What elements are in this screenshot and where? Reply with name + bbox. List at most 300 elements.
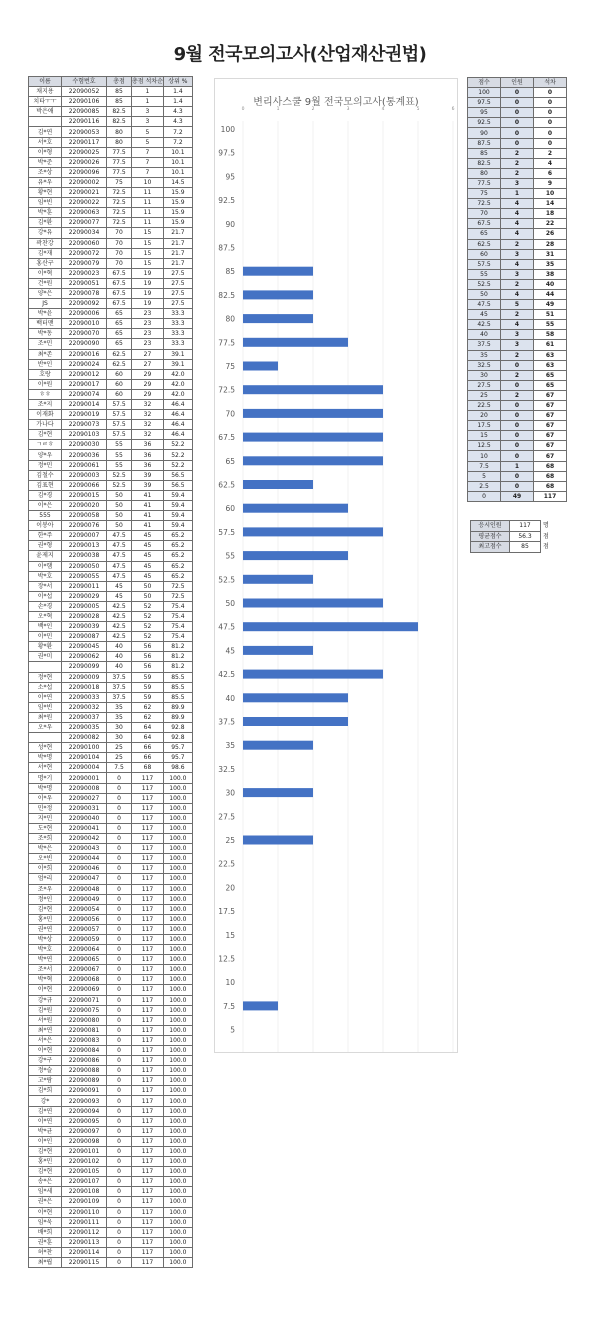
table-row — [29, 783, 193, 793]
y-tick-label: 27.5 — [218, 812, 235, 822]
bar — [243, 527, 383, 536]
percentile-cell: 95.7 — [163, 753, 192, 763]
score-cell: 0 — [107, 793, 132, 803]
rank-cell: 117 — [132, 1217, 164, 1227]
summary-label: 응시인원 — [471, 521, 510, 532]
rank-cell: 52 — [132, 611, 164, 621]
score-cell: 60 — [107, 379, 132, 389]
count-cell: 4 — [501, 289, 534, 299]
name-cell: 권*미 — [29, 652, 62, 662]
table-row — [29, 1257, 193, 1267]
bar — [243, 385, 383, 394]
percentile-cell: 85.5 — [163, 692, 192, 702]
table-row — [468, 330, 567, 340]
exam-id-cell: 22090109 — [62, 1197, 107, 1207]
bar — [243, 480, 313, 489]
exam-id-cell: 22090005 — [62, 601, 107, 611]
exam-id-cell: 22090107 — [62, 1177, 107, 1187]
exam-id-cell: 22090072 — [62, 248, 107, 258]
name-cell: 서*현 — [29, 763, 62, 773]
table-row — [29, 87, 193, 97]
name-cell: 권*은 — [29, 1197, 62, 1207]
score-bin-cell: 15 — [468, 431, 501, 441]
y-tick-label: 5 — [230, 1025, 235, 1035]
percentile-cell: 15.9 — [163, 188, 192, 198]
score-cell: 37.5 — [107, 672, 132, 682]
y-tick-label: 37.5 — [218, 717, 235, 727]
cumulative-rank-cell: 68 — [534, 481, 567, 491]
exam-id-cell: 22090018 — [62, 682, 107, 692]
table-row — [29, 359, 193, 369]
name-cell: 조*상 — [29, 167, 62, 177]
name-cell: 이*햄 — [29, 561, 62, 571]
percentile-cell: 81.2 — [163, 642, 192, 652]
column-header: 이름 — [29, 77, 62, 87]
rank-cell: 117 — [132, 1126, 164, 1136]
count-cell: 2 — [501, 168, 534, 178]
score-cell: 0 — [107, 1136, 132, 1146]
score-bin-cell: 35 — [468, 350, 501, 360]
name-cell: 박*혁 — [29, 975, 62, 985]
count-cell: 0 — [501, 471, 534, 481]
score-bin-cell: 37.5 — [468, 340, 501, 350]
table-row — [29, 904, 193, 914]
score-cell: 52.5 — [107, 470, 132, 480]
score-cell: 85 — [107, 87, 132, 97]
score-cell: 70 — [107, 258, 132, 268]
exam-id-cell: 22090025 — [62, 147, 107, 157]
table-row — [29, 763, 193, 773]
score-bin-cell: 45 — [468, 310, 501, 320]
score-cell: 72.5 — [107, 188, 132, 198]
percentile-cell: 100.0 — [163, 773, 192, 783]
count-cell: 0 — [501, 451, 534, 461]
table-row — [29, 723, 193, 733]
percentile-cell: 100.0 — [163, 1157, 192, 1167]
rank-cell: 52 — [132, 622, 164, 632]
rank-cell: 117 — [132, 884, 164, 894]
table-row — [29, 1146, 193, 1156]
score-cell: 0 — [107, 934, 132, 944]
score-cell: 82.5 — [107, 117, 132, 127]
score-bin-cell: 92.5 — [468, 118, 501, 128]
x-tick-label: 4 — [381, 107, 385, 112]
exam-id-cell: 22090084 — [62, 1046, 107, 1056]
percentile-cell: 46.4 — [163, 410, 192, 420]
y-tick-label: 72.5 — [218, 385, 235, 395]
rank-cell: 23 — [132, 309, 164, 319]
count-cell: 3 — [501, 249, 534, 259]
bar — [243, 409, 383, 418]
exam-id-cell: 22090098 — [62, 1136, 107, 1146]
rank-cell: 23 — [132, 319, 164, 329]
rank-cell: 117 — [132, 1237, 164, 1247]
column-header: 상위 % — [163, 77, 192, 87]
score-bin-cell: 10 — [468, 451, 501, 461]
percentile-cell: 100.0 — [163, 934, 192, 944]
score-cell: 0 — [107, 985, 132, 995]
name-cell: 강*유 — [29, 228, 62, 238]
table-row — [468, 269, 567, 279]
exam-id-cell: 22090073 — [62, 420, 107, 430]
exam-id-cell: 22090044 — [62, 854, 107, 864]
exam-id-cell: 22090112 — [62, 1227, 107, 1237]
percentile-cell: 100.0 — [163, 995, 192, 1005]
table-row — [29, 834, 193, 844]
score-cell: 50 — [107, 511, 132, 521]
rank-cell: 15 — [132, 248, 164, 258]
score-cell: 0 — [107, 924, 132, 934]
rank-cell: 29 — [132, 389, 164, 399]
y-tick-label: 70 — [225, 409, 235, 419]
rank-cell: 117 — [132, 773, 164, 783]
score-bin-cell: 52.5 — [468, 279, 501, 289]
name-cell: 곽찬강 — [29, 238, 62, 248]
table-row — [468, 199, 567, 209]
rank-cell: 52 — [132, 601, 164, 611]
rank-cell: 36 — [132, 460, 164, 470]
exam-id-cell: 22090061 — [62, 460, 107, 470]
percentile-cell: 100.0 — [163, 1146, 192, 1156]
name-cell: 조*지 — [29, 400, 62, 410]
percentile-cell: 100.0 — [163, 955, 192, 965]
rank-cell: 29 — [132, 369, 164, 379]
score-bin-cell: 0 — [468, 491, 501, 501]
score-cell: 0 — [107, 1207, 132, 1217]
percentile-cell: 100.0 — [163, 914, 192, 924]
table-row — [29, 309, 193, 319]
score-cell: 67.5 — [107, 299, 132, 309]
rank-cell: 59 — [132, 672, 164, 682]
score-cell: 0 — [107, 1126, 132, 1136]
name-cell: 김*환 — [29, 218, 62, 228]
table-row — [29, 500, 193, 510]
name-cell: 김*현 — [29, 1167, 62, 1177]
name-cell: 오*빈 — [29, 854, 62, 864]
y-tick-label: 67.5 — [218, 433, 235, 443]
score-bin-cell: 75 — [468, 189, 501, 199]
bar — [243, 433, 383, 442]
percentile-cell: 15.9 — [163, 198, 192, 208]
score-cell: 25 — [107, 743, 132, 753]
percentile-cell: 100.0 — [163, 1035, 192, 1045]
table-row — [29, 278, 193, 288]
rank-cell: 117 — [132, 854, 164, 864]
table-row — [29, 874, 193, 884]
rank-cell: 50 — [132, 581, 164, 591]
name-cell: 명*기 — [29, 773, 62, 783]
exam-id-cell: 22090047 — [62, 874, 107, 884]
table-row — [29, 1217, 193, 1227]
table-row — [468, 421, 567, 431]
table-row — [29, 1015, 193, 1025]
table-row — [29, 1066, 193, 1076]
name-cell: 배*희 — [29, 1227, 62, 1237]
summary-value: 117 — [510, 521, 541, 532]
score-cell: 67.5 — [107, 278, 132, 288]
score-cell: 67.5 — [107, 288, 132, 298]
name-cell: 정*인 — [29, 894, 62, 904]
score-cell: 0 — [107, 1096, 132, 1106]
y-tick-label: 60 — [225, 504, 235, 514]
score-cell: 0 — [107, 783, 132, 793]
exam-id-cell: 22090075 — [62, 1005, 107, 1015]
percentile-cell: 89.9 — [163, 712, 192, 722]
name-cell: 강* — [29, 1096, 62, 1106]
exam-id-cell: 22090111 — [62, 1217, 107, 1227]
exam-id-cell: 22090115 — [62, 1257, 107, 1267]
rank-cell: 66 — [132, 743, 164, 753]
exam-id-cell: 22090117 — [62, 137, 107, 147]
name-cell: 소*섭 — [29, 682, 62, 692]
exam-id-cell: 22090028 — [62, 611, 107, 621]
score-cell: 77.5 — [107, 167, 132, 177]
table-row — [29, 632, 193, 642]
bar — [243, 741, 313, 750]
chart-canvas — [215, 79, 457, 1052]
exam-id-cell: 22090102 — [62, 1157, 107, 1167]
table-row — [468, 451, 567, 461]
table-row — [468, 431, 567, 441]
exam-id-cell: 22090068 — [62, 975, 107, 985]
score-cell: 40 — [107, 662, 132, 672]
score-bin-cell: 62.5 — [468, 239, 501, 249]
score-cell: 0 — [107, 1005, 132, 1015]
table-row — [29, 561, 193, 571]
score-cell: 65 — [107, 319, 132, 329]
table-row — [29, 299, 193, 309]
percentile-cell: 100.0 — [163, 924, 192, 934]
name-cell: 최*원 — [29, 712, 62, 722]
percentile-cell: 100.0 — [163, 823, 192, 833]
percentile-cell: 10.1 — [163, 167, 192, 177]
exam-id-cell: 22090058 — [62, 511, 107, 521]
rank-cell: 3 — [132, 107, 164, 117]
table-row — [29, 955, 193, 965]
rank-cell: 117 — [132, 924, 164, 934]
bar — [243, 646, 313, 655]
exam-id-cell: 22090059 — [62, 934, 107, 944]
table-row — [29, 965, 193, 975]
summary-row — [471, 531, 556, 542]
cumulative-rank-cell: 44 — [534, 289, 567, 299]
score-cell: 0 — [107, 1116, 132, 1126]
percentile-cell: 56.5 — [163, 470, 192, 480]
exam-id-cell: 22090034 — [62, 228, 107, 238]
name-cell: 이*원 — [29, 379, 62, 389]
cumulative-rank-cell: 2 — [534, 148, 567, 158]
percentile-cell: 33.3 — [163, 329, 192, 339]
count-cell: 4 — [501, 219, 534, 229]
column-header: 수험번호 — [62, 77, 107, 87]
rank-cell: 45 — [132, 561, 164, 571]
score-bin-cell: 17.5 — [468, 421, 501, 431]
percentile-cell: 75.4 — [163, 632, 192, 642]
name-cell: 이*섭 — [29, 591, 62, 601]
percentile-cell: 21.7 — [163, 258, 192, 268]
name-cell: 강*규 — [29, 995, 62, 1005]
score-cell: 0 — [107, 1187, 132, 1197]
exam-id-cell: 22090066 — [62, 480, 107, 490]
table-row — [468, 98, 567, 108]
score-cell: 62.5 — [107, 359, 132, 369]
percentile-cell: 75.4 — [163, 611, 192, 621]
score-cell: 0 — [107, 1217, 132, 1227]
rank-cell: 50 — [132, 591, 164, 601]
rank-cell: 117 — [132, 803, 164, 813]
table-row — [29, 511, 193, 521]
score-bin-cell: 30 — [468, 370, 501, 380]
count-cell: 2 — [501, 370, 534, 380]
exam-id-cell: 22090035 — [62, 723, 107, 733]
score-bin-cell: 22.5 — [468, 401, 501, 411]
column-header: 점수 — [468, 78, 501, 88]
score-cell: 35 — [107, 702, 132, 712]
name-cell: ㄱㄹㅎ — [29, 440, 62, 450]
exam-id-cell: 22090071 — [62, 995, 107, 1005]
y-tick-label: 47.5 — [218, 622, 235, 632]
score-cell: 67.5 — [107, 268, 132, 278]
percentile-cell: 100.0 — [163, 1126, 192, 1136]
score-bin-cell: 80 — [468, 168, 501, 178]
rank-cell: 117 — [132, 783, 164, 793]
score-cell: 0 — [107, 803, 132, 813]
count-cell: 4 — [501, 259, 534, 269]
name-cell: 김*현 — [29, 430, 62, 440]
exam-id-cell: 22090010 — [62, 319, 107, 329]
percentile-cell: 59.4 — [163, 521, 192, 531]
count-cell: 0 — [501, 88, 534, 98]
name-cell: 조*민 — [29, 339, 62, 349]
exam-id-cell: 22090085 — [62, 107, 107, 117]
score-bin-cell: 50 — [468, 289, 501, 299]
table-row — [468, 320, 567, 330]
percentile-cell: 100.0 — [163, 1096, 192, 1106]
cumulative-rank-cell: 68 — [534, 461, 567, 471]
table-row — [29, 97, 193, 107]
percentile-cell: 100.0 — [163, 1136, 192, 1146]
exam-id-cell: 22090033 — [62, 692, 107, 702]
count-cell: 2 — [501, 390, 534, 400]
rank-cell: 56 — [132, 652, 164, 662]
table-row — [29, 712, 193, 722]
y-tick-label: 100 — [220, 125, 235, 134]
score-cell: 77.5 — [107, 147, 132, 157]
table-row — [468, 88, 567, 98]
name-cell: 정*슬 — [29, 1066, 62, 1076]
table-row — [468, 289, 567, 299]
score-cell: 72.5 — [107, 208, 132, 218]
exam-id-cell: 22090070 — [62, 329, 107, 339]
table-row — [468, 158, 567, 168]
cumulative-rank-cell: 65 — [534, 380, 567, 390]
percentile-cell: 100.0 — [163, 854, 192, 864]
table-row — [468, 390, 567, 400]
score-cell: 47.5 — [107, 541, 132, 551]
table-row — [468, 310, 567, 320]
score-cell: 0 — [107, 1157, 132, 1167]
table-row — [29, 379, 193, 389]
count-cell: 0 — [501, 98, 534, 108]
score-cell: 37.5 — [107, 682, 132, 692]
table-row — [29, 1247, 193, 1257]
rank-cell: 10 — [132, 177, 164, 187]
name-cell: 이*현 — [29, 985, 62, 995]
rank-cell: 27 — [132, 359, 164, 369]
table-row — [468, 441, 567, 451]
name-cell: 박*상 — [29, 934, 62, 944]
rank-cell: 56 — [132, 642, 164, 652]
name-cell: 반*인 — [29, 359, 62, 369]
cumulative-rank-cell: 49 — [534, 300, 567, 310]
score-cell: 0 — [107, 1247, 132, 1257]
table-row — [29, 389, 193, 399]
score-bin-cell: 5 — [468, 471, 501, 481]
rank-cell: 41 — [132, 490, 164, 500]
score-distribution-chart — [214, 78, 458, 1053]
exam-id-cell: 22090051 — [62, 278, 107, 288]
rank-cell: 117 — [132, 1187, 164, 1197]
name-cell: 이*인 — [29, 1136, 62, 1146]
table-row — [29, 137, 193, 147]
rank-cell: 59 — [132, 682, 164, 692]
exam-id-cell: 22090031 — [62, 803, 107, 813]
rank-cell: 11 — [132, 198, 164, 208]
exam-id-cell: 22090100 — [62, 743, 107, 753]
rank-cell: 39 — [132, 480, 164, 490]
score-cell: 37.5 — [107, 692, 132, 702]
percentile-cell: 42.0 — [163, 369, 192, 379]
score-cell: 42.5 — [107, 632, 132, 642]
rank-cell: 45 — [132, 551, 164, 561]
rank-cell: 15 — [132, 238, 164, 248]
exam-id-cell: 22090106 — [62, 97, 107, 107]
exam-id-cell: 22090039 — [62, 622, 107, 632]
score-cell: 55 — [107, 440, 132, 450]
percentile-cell: 72.5 — [163, 591, 192, 601]
score-bin-cell: 65 — [468, 229, 501, 239]
name-cell: 권*훈 — [29, 1237, 62, 1247]
cumulative-rank-cell: 10 — [534, 189, 567, 199]
table-row — [29, 228, 193, 238]
table-row — [29, 127, 193, 137]
rank-cell: 117 — [132, 1025, 164, 1035]
table-row — [468, 350, 567, 360]
exam-id-cell: 22090013 — [62, 541, 107, 551]
name-cell: 도*현 — [29, 823, 62, 833]
rank-cell: 66 — [132, 753, 164, 763]
table-row — [468, 360, 567, 370]
rank-cell: 117 — [132, 1005, 164, 1015]
rank-cell: 39 — [132, 470, 164, 480]
table-row — [29, 531, 193, 541]
table-row — [29, 460, 193, 470]
name-cell: 임*세 — [29, 1187, 62, 1197]
score-cell: 0 — [107, 1086, 132, 1096]
column-header: 총점 — [107, 77, 132, 87]
percentile-cell: 65.2 — [163, 571, 192, 581]
rank-cell: 117 — [132, 1136, 164, 1146]
table-row — [29, 1025, 193, 1035]
table-row — [29, 107, 193, 117]
score-bin-cell: 57.5 — [468, 259, 501, 269]
percentile-cell: 100.0 — [163, 813, 192, 823]
percentile-cell: 52.2 — [163, 460, 192, 470]
rank-cell: 7 — [132, 157, 164, 167]
table-row — [29, 410, 193, 420]
score-cell: 0 — [107, 834, 132, 844]
percentile-cell: 65.2 — [163, 531, 192, 541]
